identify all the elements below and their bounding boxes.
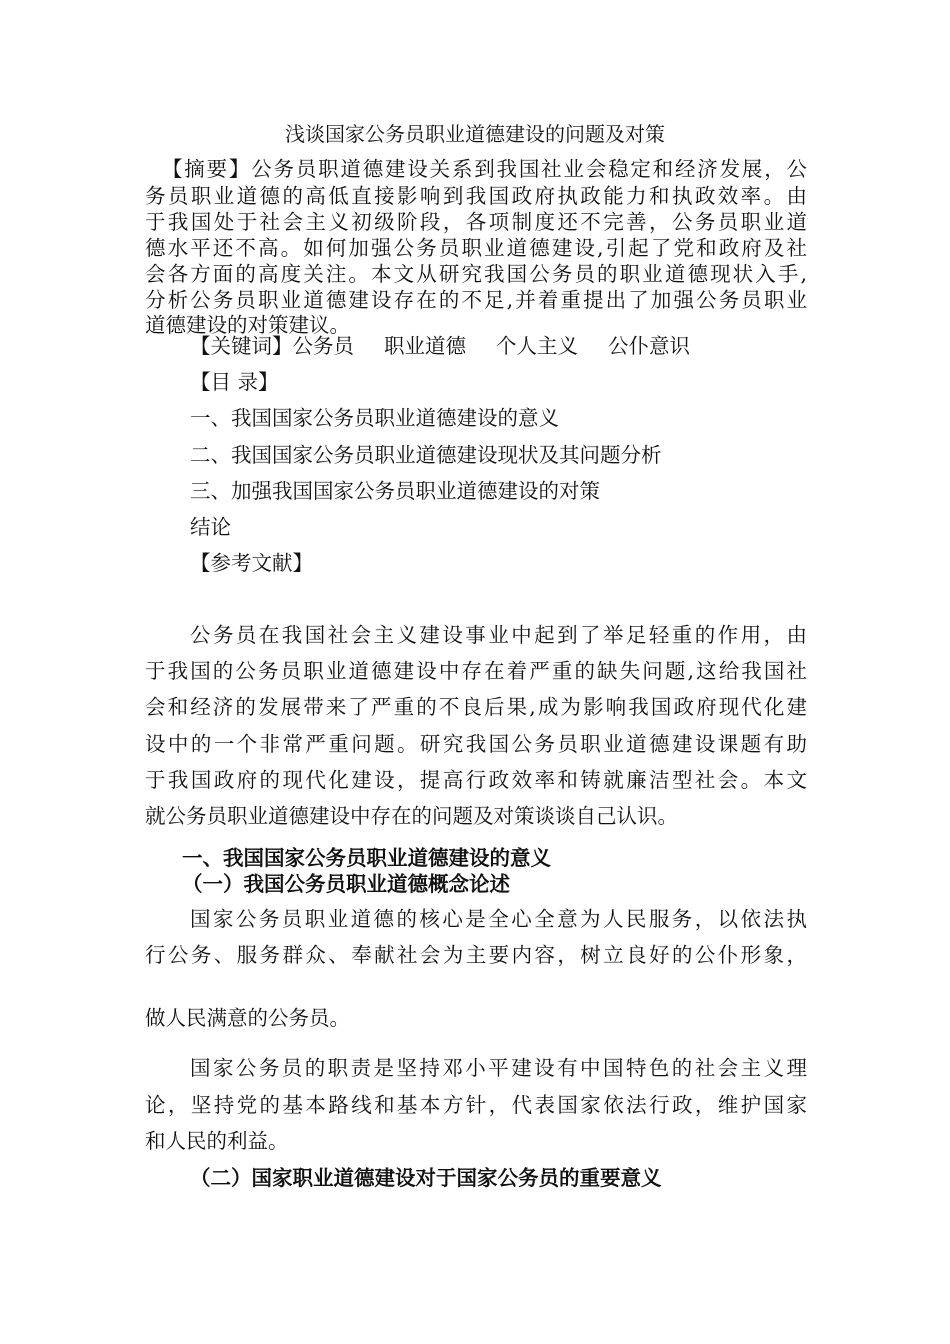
intro-line-1: 公务员在我国社会主义建设事业中起到了举足轻重的作用，由 bbox=[190, 623, 807, 647]
document-title: 浅谈国家公务员职业道德建设的问题及对策 bbox=[285, 122, 665, 146]
abstract-line-1 bbox=[162, 154, 807, 184]
keyword-1: 公务员 bbox=[292, 334, 354, 358]
toc-item-2: 二、我国国家公务员职业道德建设现状及其问题分析 bbox=[190, 443, 662, 467]
s1-para1-line-1: 国家公务员职业道德的核心是全心全意为人民服务，以依法执 bbox=[190, 907, 807, 931]
section-1-sub-1: （一）我国公务员职业道德概念论述 bbox=[182, 872, 510, 896]
abstract-line-4: 德水平还不高。如何加强公务员职业道德建设,引起了党和政府及社 bbox=[145, 236, 807, 260]
abstract-label: 【摘要】 bbox=[162, 157, 252, 181]
keyword-2: 职业道德 bbox=[384, 334, 466, 358]
keyword-4: 公仆意识 bbox=[608, 334, 690, 358]
keywords-label: 【关键词】 bbox=[190, 334, 293, 358]
s1-para2-line-2: 论，坚持党的基本路线和基本方针，代表国家依法行政，维护国家 bbox=[145, 1093, 807, 1117]
s1-para2-line-3: 和人民的利益。 bbox=[145, 1129, 289, 1153]
section-1-sub-2: （二）国家职业道德建设对于国家公务员的重要意义 bbox=[190, 1166, 662, 1190]
abstract-line-6: 分析公务员职业道德建设存在的不足,并着重提出了加强公务员职业 bbox=[145, 288, 807, 312]
toc-item-5: 【参考文献】 bbox=[190, 551, 313, 575]
intro-line-5: 于我国政府的现代化建设，提高行政效率和铸就廉洁型社会。本文 bbox=[145, 768, 807, 792]
intro-line-4: 设中的一个非常严重问题。研究我国公务员职业道德建设课题有助 bbox=[145, 732, 807, 756]
keywords-line bbox=[190, 331, 690, 361]
abstract-line-2: 务员职业道德的高低直接影响到我国政府执政能力和执政效率。由 bbox=[145, 184, 807, 208]
toc-item-3: 三、加强我国国家公务员职业道德建设的对策 bbox=[190, 479, 600, 503]
abstract-line-7: 道德建设的对策建议。 bbox=[145, 313, 350, 337]
intro-line-6: 就公务员职业道德建设中存在的问题及对策谈谈自己认识。 bbox=[145, 804, 678, 828]
toc-item-4: 结论 bbox=[190, 515, 231, 539]
s1-para1-line-3: 做人民满意的公务员。 bbox=[145, 1006, 350, 1030]
intro-line-3: 会和经济的发展带来了严重的不良后果,成为影响我国政府现代化建 bbox=[145, 695, 807, 719]
toc-label: 【目 录】 bbox=[190, 370, 279, 394]
section-1-heading: 一、我国国家公务员职业道德建设的意义 bbox=[182, 846, 551, 870]
keyword-3: 个人主义 bbox=[496, 334, 578, 358]
abstract-line-3: 于我国处于社会主义初级阶段，各项制度还不完善，公务员职业道 bbox=[145, 210, 807, 234]
toc-item-1: 一、我国国家公务员职业道德建设的意义 bbox=[190, 406, 559, 430]
intro-line-2: 于我国的公务员职业道德建设中存在着严重的缺失问题,这给我国社 bbox=[145, 659, 807, 683]
s1-para2-line-1: 国家公务员的职责是坚持邓小平建设有中国特色的社会主义理 bbox=[190, 1056, 807, 1080]
s1-para1-line-2: 行公务、服务群众、奉献社会为主要内容，树立良好的公仆形象， bbox=[145, 943, 807, 967]
abstract-line-5: 会各方面的高度关注。本文从研究我国公务员的职业道德现状入手, bbox=[145, 262, 807, 286]
abstract-text-1: 公务员职道德建设关系到我国社业会稳定和经济发展，公 bbox=[251, 157, 808, 181]
